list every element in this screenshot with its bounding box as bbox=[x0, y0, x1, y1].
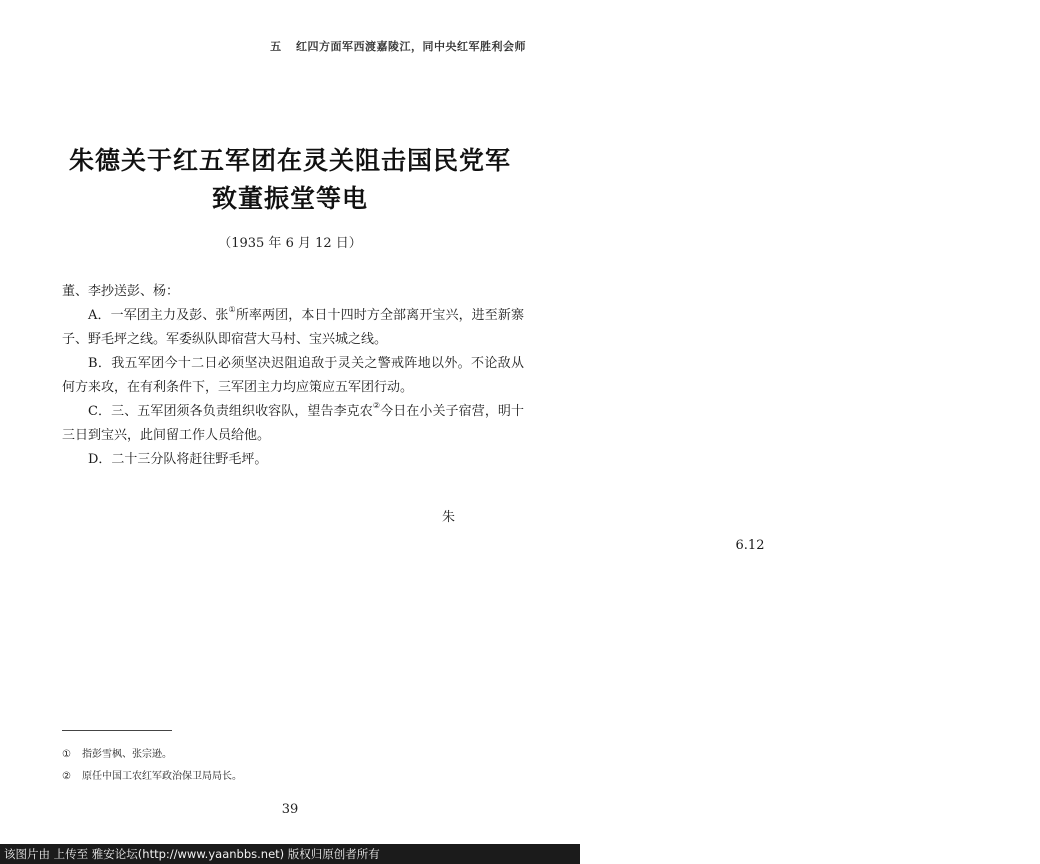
title-line-2: 致董振堂等电 bbox=[211, 184, 368, 213]
document-date: （1935 年 6 月 12 日） bbox=[218, 236, 362, 251]
footnotes bbox=[62, 744, 524, 788]
paragraph-text: 所率两团，本日十四时方全部离开宝兴，进至新寨子、野毛坪之线。军委纵队即宿营大马村、宝兴城之线。 bbox=[62, 308, 524, 347]
footnote-mark: ① bbox=[62, 749, 71, 760]
paragraph-d bbox=[62, 448, 524, 472]
running-header bbox=[270, 38, 526, 54]
paragraph-text: D．二十三分队将赶往野毛坪。 bbox=[88, 452, 268, 467]
watermark-bar: 该图片由 上传至 雅安论坛(http://www.yaanbbs.net) 版权归原创者所有 bbox=[0, 844, 580, 864]
title-line-1: 朱德关于红五军团在灵关阻击国民党军 bbox=[68, 146, 511, 175]
footnote-1 bbox=[62, 744, 524, 766]
page-number: 39 bbox=[281, 802, 299, 817]
paragraph-a bbox=[62, 304, 524, 352]
paragraph-text: B．我五军团今十二日必须坚决迟阻追敌于灵关之警戒阵地以外。不论敌从何方来攻，在有利条件下，三军团主力均应策应五军团行动。 bbox=[62, 356, 524, 395]
footnote-text: 指彭雪枫、张宗逊。 bbox=[82, 749, 172, 760]
document-title bbox=[0, 142, 580, 218]
document-body bbox=[62, 280, 524, 472]
footnote-2 bbox=[62, 766, 524, 788]
paragraph-text: 今日在小关子宿营，明十三日到宝兴，此间留工作人员给他。 bbox=[62, 404, 524, 443]
section-title: 红四方面军西渡嘉陵江，同中央红军胜利会师 bbox=[296, 40, 526, 53]
footnote-mark: ② bbox=[62, 771, 71, 782]
footnote-divider bbox=[62, 730, 172, 731]
footnote-ref: ① bbox=[228, 305, 236, 314]
signature-date: 6.12 bbox=[735, 538, 765, 553]
section-number: 五 bbox=[270, 40, 282, 53]
footnote-ref: ② bbox=[372, 401, 381, 410]
salutation: 董、李抄送彭、杨： bbox=[62, 284, 180, 299]
paragraph-text: C．三、五军团须各负责组织收容队，望告李克农 bbox=[88, 404, 373, 419]
paragraph-b bbox=[62, 352, 524, 400]
paragraph-text: A．一军团主力及彭、张 bbox=[88, 308, 229, 323]
paragraph-c bbox=[62, 400, 524, 448]
signature-name: 朱 bbox=[442, 510, 456, 525]
footnote-text: 原任中国工农红军政治保卫局局长。 bbox=[82, 771, 242, 782]
